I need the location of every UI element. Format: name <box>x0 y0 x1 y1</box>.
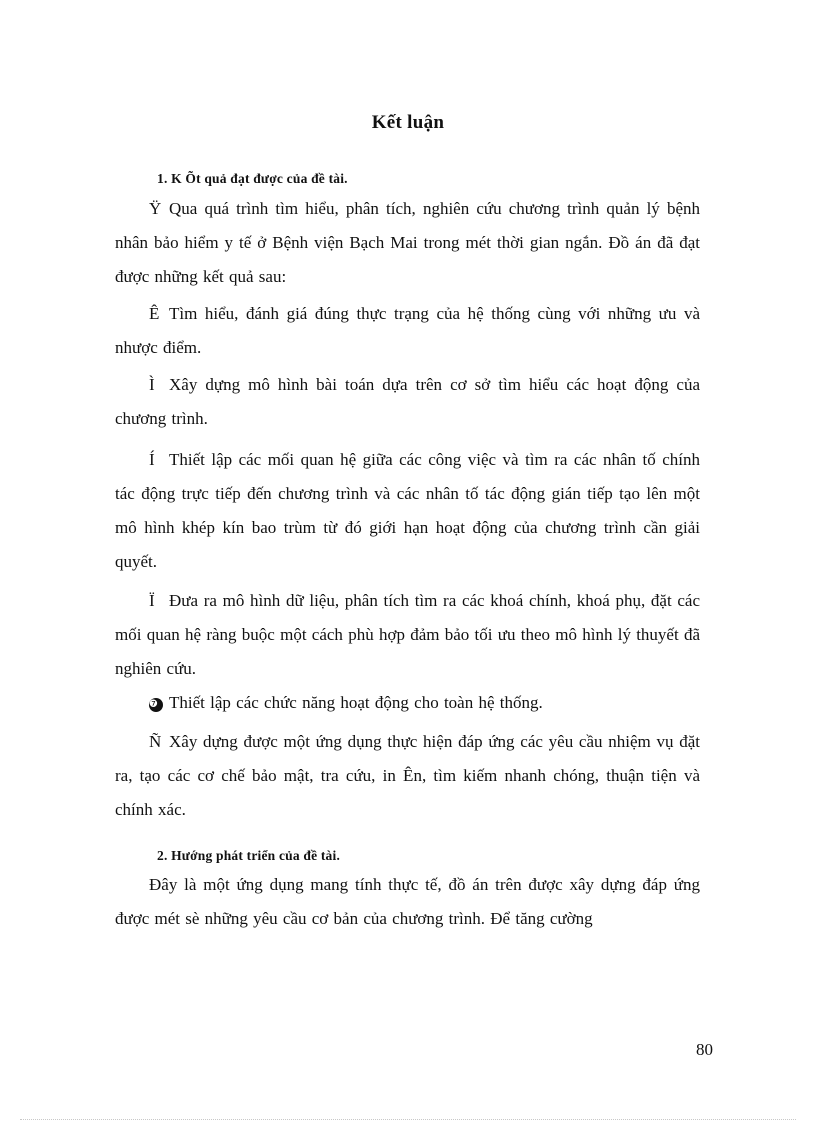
result-item-1-marker: Ê <box>149 304 160 323</box>
result-item-1 <box>115 297 700 365</box>
section-2-text: Đây là một ứng dụng mang tính thực tế, đồ án trên được xây dựng đáp ứng được mét sè những yêu cầu cơ bản của chương trình. Để tăng cường <box>115 875 700 928</box>
result-item-3-marker: Í <box>149 450 155 469</box>
result-item-3 <box>115 443 700 579</box>
page-number: 80 <box>696 1040 713 1059</box>
section-2-paragraph <box>115 868 700 936</box>
section-1-heading: 1. K Õt quả đạt được của đề tài. <box>157 171 348 186</box>
result-item-2-marker: Ì <box>149 375 155 394</box>
result-item-5-marker: ❼ <box>149 698 163 712</box>
result-item-5-text: Thiết lập các chức năng hoạt động cho toàn hệ thống. <box>169 693 543 712</box>
result-item-4-text: Đưa ra mô hình dữ liệu, phân tích tìm ra các khoá chính, khoá phụ, đặt các mối quan hệ ràng buộc một cách phù hợp đảm bảo tối ưu theo mô hình lý thuyết đã nghiên cứu. <box>115 591 700 678</box>
result-item-1-text: Tìm hiểu, đánh giá đúng thực trạng của hệ thống cùng với những ưu và nhược điểm. <box>115 304 700 357</box>
result-item-6-text: Xây dựng được một ứng dụng thực hiện đáp ứng các yêu cầu nhiệm vụ đặt ra, tạo các cơ chế bảo mật, tra cứu, in Ên, tìm kiếm nhanh chóng, thuận tiện và chính xác. <box>115 732 700 819</box>
result-item-6-marker: Ñ <box>149 732 162 751</box>
result-item-2 <box>115 368 700 436</box>
intro-paragraph <box>115 192 700 294</box>
section-2-heading: 2. Hướng phát triển của đề tài. <box>157 848 341 863</box>
result-item-6 <box>115 725 700 827</box>
result-item-4 <box>115 584 700 686</box>
page-title: Kết luận <box>371 112 445 133</box>
footer-divider <box>20 1119 796 1120</box>
result-item-4-marker: Ï <box>149 591 155 610</box>
result-item-2-text: Xây dựng mô hình bài toán dựa trên cơ sở tìm hiểu các hoạt động của chương trình. <box>115 375 700 428</box>
intro-marker: Ÿ <box>149 199 162 218</box>
result-item-3-text: Thiết lập các mối quan hệ giữa các công việc và tìm ra các nhân tố chính tác động trực tiếp đến chương trình và các nhân tố tác động gián tiếp tạo lên một mô hình khép kín bao trùm từ đó giới hạn hoạt động của chương trình cần giải quyết. <box>115 450 700 571</box>
result-item-5 <box>115 686 700 720</box>
intro-text: Qua quá trình tìm hiểu, phân tích, nghiên cứu chương trình quản lý bệnh nhân bảo hiểm y tế ở Bệnh viện Bạch Mai trong mét thời gian ngắn. Đồ án đã đạt được những kết quả sau: <box>115 199 700 286</box>
